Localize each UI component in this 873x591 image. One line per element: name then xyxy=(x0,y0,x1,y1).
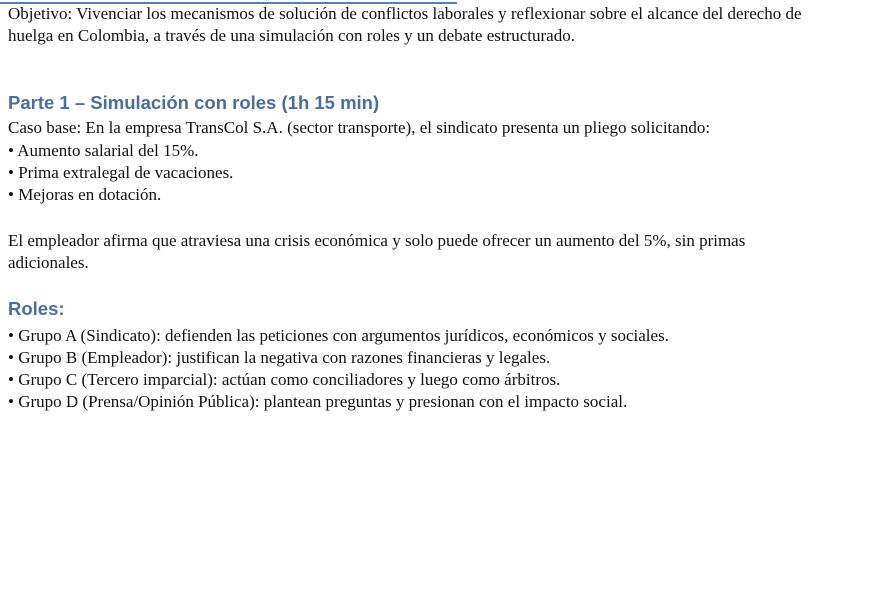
document-body xyxy=(8,3,808,413)
part1-heading: Parte 1 – Simulación con roles (1h 15 min) xyxy=(8,92,380,114)
role-item: • Grupo B (Empleador): justifican la negativa con razones financieras y legales. xyxy=(8,347,551,367)
case-intro: Caso base: En la empresa TransCol S.A. (sector transporte), el sindicato presenta un pliego solicitando: xyxy=(8,118,711,138)
request-item: • Aumento salarial del 15%. xyxy=(8,140,199,160)
objective-text: Objetivo: Vivenciar los mecanismos de solución de conflictos laborales y reflexionar sobre el alcance del derecho de huelga en Colombia, a través de una simulación con roles y un debate estructurado. xyxy=(8,4,802,46)
role-item: • Grupo C (Tercero imparcial): actúan como conciliadores y luego como árbitros. xyxy=(8,370,561,390)
role-item: • Grupo A (Sindicato): defienden las peticiones con argumentos jurídicos, económicos y sociales. xyxy=(8,325,669,345)
employer-statement: El empleador afirma que atraviesa una crisis económica y solo puede ofrecer un aumento del 5%, sin primas adicionales. xyxy=(8,231,746,273)
role-item: • Grupo D (Prensa/Opinión Pública): plantean preguntas y presionan con el impacto social. xyxy=(8,392,628,412)
request-item: • Prima extralegal de vacaciones. xyxy=(8,162,234,182)
roles-heading: Roles: xyxy=(8,297,65,319)
request-item: • Mejoras en dotación. xyxy=(8,185,162,205)
